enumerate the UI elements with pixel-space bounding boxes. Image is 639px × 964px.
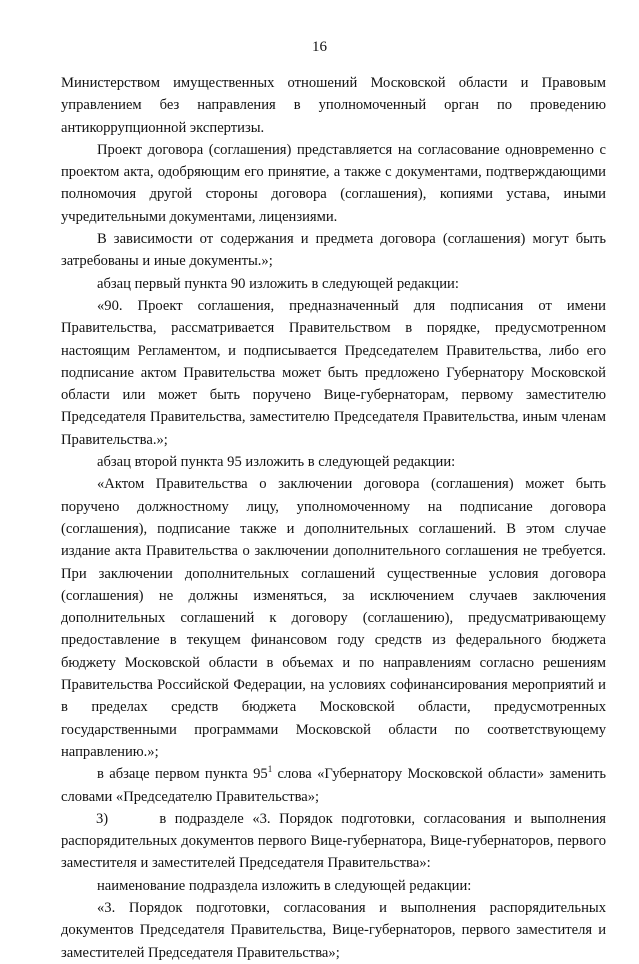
document-body — [61, 72, 610, 964]
paragraph-5: «90. Проект соглашения, предназначенный для подписания от имени Правительства, рассматривается Правительством в порядке, предусмотренном настоящим Регламентом, и подписывается Председателем Правительства, либо его подписание актом Правительства может быть предложено Губернатору Московской области или может быть поручено Вице-губернаторам, первому заместителю Председателя Правительства, заместителю Председателя Правительства, иным членам Правительства.»; — [61, 297, 606, 448]
paragraph-4: абзац первый пункта 90 изложить в следующей редакции: — [97, 275, 459, 292]
paragraph-8-after: слова «Губернатору Московской области» заменить словами «Председателю Правительства»; — [61, 766, 606, 805]
paragraph-9: 3) в подразделе «3. Порядок подготовки, согласования и выполнения распорядительных документов первого Вице-губернатора, Вице-губернаторов, первого заместителя и заместителей Председателя Правительства»: — [61, 810, 610, 872]
paragraph-1: Министерством имущественных отношений Московской области и Правовым управлением без направления в уполномоченный орган по проведению антикоррупционной экспертизы. — [61, 75, 606, 136]
paragraph-8 — [61, 763, 606, 808]
paragraph-3: В зависимости от содержания и предмета договора (соглашения) могут быть затребованы и иные документы.»; — [61, 231, 606, 270]
superscript-one: 1 — [267, 764, 273, 775]
paragraph-6: абзац второй пункта 95 изложить в следующей редакции: — [97, 454, 456, 471]
paragraph-10: наименование подраздела изложить в следующей редакции: — [97, 877, 472, 894]
page-number: 16 — [312, 39, 327, 55]
paragraph-2: Проект договора (соглашения) представляется на согласование одновременно с проектом акта, одобряющим его принятие, а также с документами, подтверждающими полномочия другой стороны договора (соглашения), копиями устава, иными учредительными документами, лицензиями. — [61, 141, 606, 225]
paragraph-7: «Актом Правительства о заключении договора (соглашения) может быть поручено должностному лицу, уполномоченному на подписание договора (соглашения), подписание также и дополнительных соглашений. В этом случае издание акта Правительства о заключении дополнительного соглашения не требуется. При заключении дополнительных соглашений существенные условия договора (соглашения) не должны изменяться, за исключением случаев заключения дополнительных соглашений к договору (соглашению), предусматривающему предоставление в текущем финансовом году средств из федерального бюджета бюджету Московской области в объемах и по направлениям согласно решениям Правительства Российской Федерации, на условиях софинансирования мероприятий и в пределах средств бюджета Московской области, предусмотренных государственными программами Московской области по соответствующему направлению.»; — [61, 476, 606, 760]
paragraph-11: «3. Порядок подготовки, согласования и выполнения распорядительных документов Председателя Правительства, Вице-губернаторов, первого заместителя и заместителей Председателя Правительства»; — [61, 899, 606, 961]
paragraph-8-before: в абзаце первом пункта 95 — [97, 766, 268, 783]
